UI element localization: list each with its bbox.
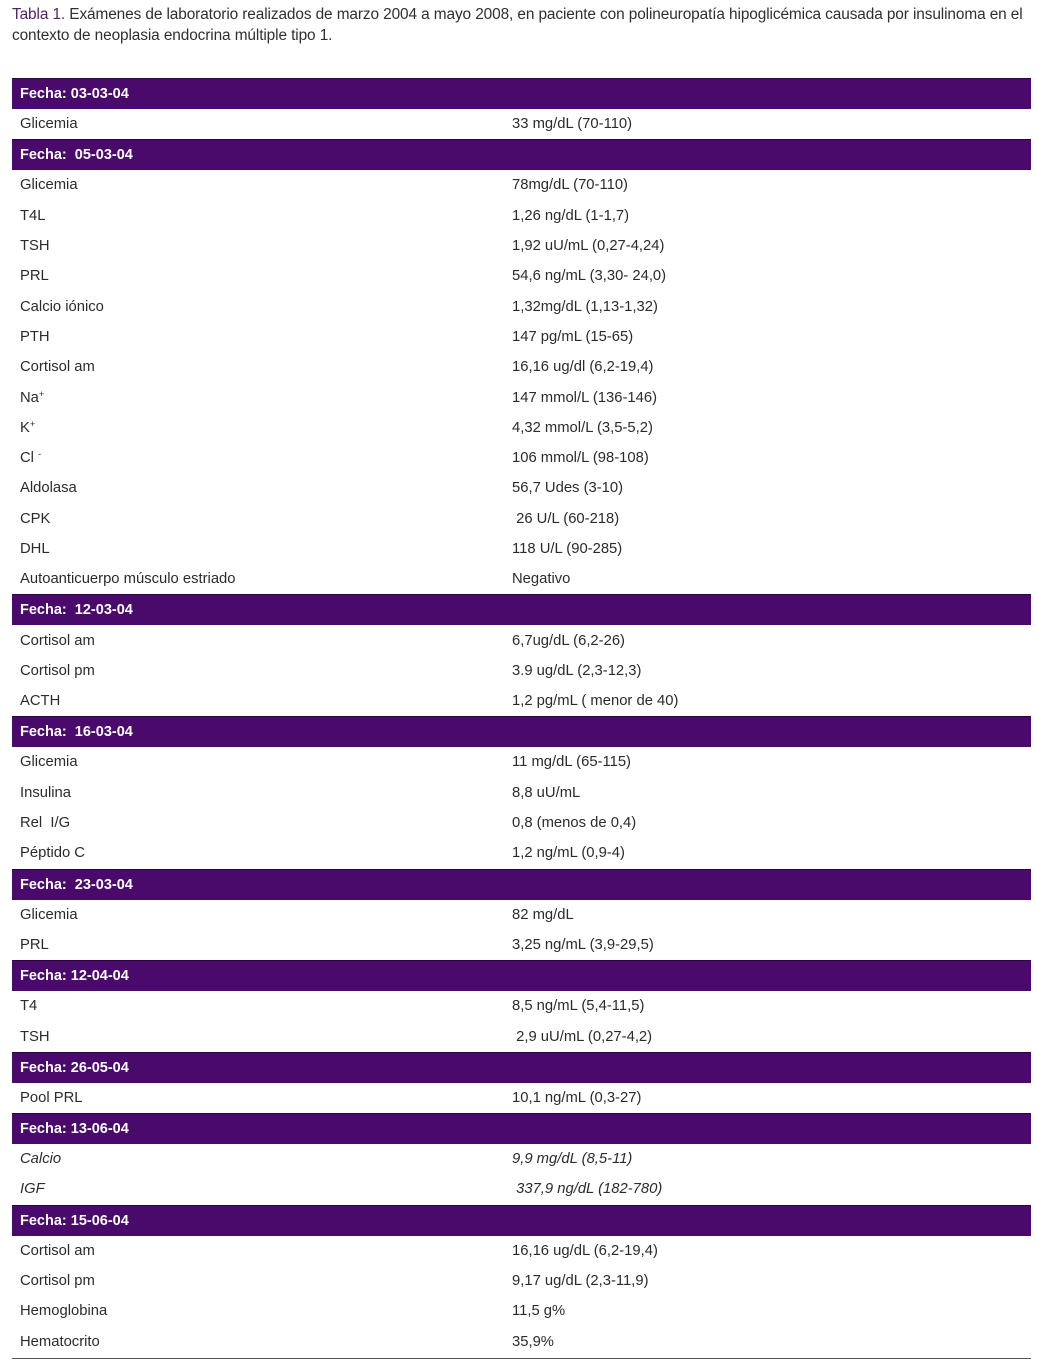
test-name-cell [12, 1181, 512, 1197]
test-name: CPK [20, 510, 51, 527]
ion-charge-superscript: - [38, 449, 42, 460]
test-value-cell: 1,26 ng/dL (1-1,7) [512, 207, 630, 224]
test-name-cell [12, 238, 512, 254]
test-name: PTH [20, 328, 50, 345]
test-value-cell: 106 mmol/L (98-108) [512, 450, 649, 467]
test-name: Cortisol am [20, 359, 95, 376]
test-name-cell [12, 1090, 512, 1106]
test-name-cell [12, 693, 512, 709]
test-name: Cl [20, 450, 39, 467]
table-row [12, 201, 1031, 231]
table-row [12, 413, 1031, 443]
caption-text: Exámenes de laboratorio realizados de marzo 2004 a mayo 2008, en paciente con polineuropatía hipoglicémica causada por insulinoma en el contexto de neoplasia endocrina múltiple tipo 1. [12, 6, 1023, 44]
table-row [12, 747, 1031, 777]
table-row [12, 170, 1031, 200]
test-value-cell: 147 pg/mL (15-65) [512, 328, 634, 345]
test-name-cell [12, 329, 512, 345]
test-name-cell [12, 208, 512, 224]
test-name-cell [12, 1029, 512, 1045]
table-row [12, 1144, 1031, 1174]
test-name: Glicemia [20, 116, 78, 133]
test-name: Cortisol am [20, 632, 95, 649]
section-header-date: Fecha: 15-06-04 [12, 1205, 1031, 1236]
test-name-cell [12, 1243, 512, 1259]
test-name-cell [12, 815, 512, 831]
test-name-cell [12, 754, 512, 770]
test-value-cell: 1,92 uU/mL (0,27-4,24) [512, 238, 665, 255]
table-row [12, 686, 1031, 716]
test-value-cell: 10,1 ng/mL (0,3-27) [512, 1089, 642, 1106]
test-name: Rel I/G [20, 815, 71, 832]
test-name: TSH [20, 238, 50, 255]
caption-label: Tabla 1. [12, 6, 66, 23]
test-value-cell: 2,9 uU/mL (0,27-4,2) [512, 1028, 653, 1045]
test-value-cell: 82 mg/dL [512, 906, 574, 923]
test-name: Insulina [20, 784, 72, 801]
table-row [12, 291, 1031, 321]
test-name-cell [12, 937, 512, 953]
test-value-cell: 33 mg/dL (70-110) [512, 116, 633, 133]
test-name: K [20, 419, 30, 436]
test-value-cell: 9,17 ug/dL (2,3-11,9) [512, 1273, 649, 1290]
test-name-cell [12, 450, 512, 466]
test-name-cell [12, 390, 512, 406]
test-value-cell: 11,5 g% [512, 1303, 566, 1320]
test-value-cell: 16,16 ug/dl (6,2-19,4) [512, 359, 654, 376]
test-name: Glicemia [20, 906, 78, 923]
test-value-cell: 0,8 (menos de 0,4) [512, 815, 637, 832]
test-name-cell [12, 845, 512, 861]
test-value-cell: 8,8 uU/mL [512, 784, 581, 801]
table-row [12, 261, 1031, 291]
test-name-cell [12, 511, 512, 527]
table-row [12, 473, 1031, 503]
table-row [12, 1327, 1031, 1357]
test-value-cell: 6,7ug/dL (6,2-26) [512, 632, 625, 649]
table-row [12, 991, 1031, 1021]
test-name-cell [12, 907, 512, 923]
test-name-cell [12, 571, 512, 587]
test-value-cell: 78mg/dL (70-110) [512, 177, 628, 194]
table-row [12, 504, 1031, 534]
test-value-cell: 1,2 pg/mL ( menor de 40) [512, 693, 679, 710]
test-name-cell [12, 268, 512, 284]
section-header-date: Fecha: 23-03-04 [12, 869, 1031, 900]
table-row [12, 322, 1031, 352]
test-name: Pool PRL [20, 1089, 83, 1106]
test-name: Péptido C [20, 845, 85, 862]
test-name-cell [12, 541, 512, 557]
table-row [12, 1266, 1031, 1296]
test-name: IGF [20, 1181, 45, 1198]
test-value-cell: Negativo [512, 571, 571, 588]
test-value-cell: 3,25 ng/mL (3,9-29,5) [512, 936, 654, 953]
test-name: ACTH [20, 693, 61, 710]
test-name: Cortisol pm [20, 1273, 95, 1290]
section-header-date: Fecha: 05-03-04 [12, 139, 1031, 170]
test-name: PRL [20, 936, 49, 953]
section-header-date: Fecha: 16-03-04 [12, 716, 1031, 747]
table-row [12, 352, 1031, 382]
lab-results-table [12, 78, 1031, 1359]
table-row [12, 382, 1031, 412]
test-name: Aldolasa [20, 480, 77, 497]
test-name-cell [12, 1151, 512, 1167]
table-row [12, 1236, 1031, 1266]
test-name-cell [12, 420, 512, 436]
test-name: Calcio iónico [20, 298, 104, 315]
test-name: TSH [20, 1028, 50, 1045]
test-value-cell: 1,32mg/dL (1,13-1,32) [512, 298, 658, 315]
table-caption [12, 4, 1034, 46]
test-value-cell: 16,16 ug/dL (6,2-19,4) [512, 1242, 658, 1259]
table-row [12, 109, 1031, 139]
test-name: Cortisol pm [20, 662, 95, 679]
section-header-date: Fecha: 13-06-04 [12, 1113, 1031, 1144]
test-value-cell: 4,32 mmol/L (3,5-5,2) [512, 419, 653, 436]
test-value-cell: 1,2 ng/mL (0,9-4) [512, 845, 625, 862]
test-name: Glicemia [20, 177, 78, 194]
table-row [12, 838, 1031, 868]
table-row [12, 1174, 1031, 1204]
test-value-cell: 118 U/L (90-285) [512, 541, 623, 557]
test-name: Hematocrito [20, 1333, 100, 1350]
table-row [12, 778, 1031, 808]
test-value-cell: 35,9% [512, 1333, 554, 1350]
test-name-cell [12, 998, 512, 1014]
test-name-cell [12, 633, 512, 649]
test-name: Hemoglobina [20, 1303, 108, 1320]
test-name: Autoanticuerpo músculo estriado [20, 571, 236, 588]
section-header-date: Fecha: 26-05-04 [12, 1052, 1031, 1083]
test-name-cell [12, 480, 512, 496]
test-value-cell: 337,9 ng/dL (182-780) [512, 1181, 663, 1198]
test-name-cell [12, 116, 512, 132]
test-name-cell [12, 785, 512, 801]
section-header-date: Fecha: 03-03-04 [12, 78, 1031, 109]
test-name-cell [12, 177, 512, 193]
test-value-cell: 56,7 Udes (3-10) [512, 480, 624, 497]
test-name: Na [20, 389, 39, 406]
table-row [12, 231, 1031, 261]
table-row [12, 808, 1031, 838]
table-row [12, 625, 1031, 655]
test-name-cell [12, 359, 512, 375]
table-row [12, 1083, 1031, 1113]
test-value-cell: 54,6 ng/mL (3,30- 24,0) [512, 268, 667, 285]
section-header-date: Fecha: 12-04-04 [12, 960, 1031, 991]
test-value-cell: 9,9 mg/dL (8,5-11) [512, 1151, 633, 1168]
table-row [12, 900, 1031, 930]
test-name-cell [12, 1334, 512, 1350]
test-value-cell: 3.9 ug/dL (2,3-12,3) [512, 662, 642, 679]
test-name: Calcio [20, 1151, 62, 1168]
test-name: Glicemia [20, 754, 78, 771]
test-name: Cortisol am [20, 1242, 95, 1259]
test-name: DHL [20, 541, 50, 557]
ion-charge-superscript: + [38, 388, 45, 399]
test-name-cell [12, 1303, 512, 1319]
table-row [12, 564, 1031, 594]
test-name-cell [12, 663, 512, 679]
ion-charge-superscript: + [29, 418, 36, 429]
test-name: T4 [20, 998, 38, 1015]
table-row [12, 1296, 1031, 1326]
test-value-cell: 26 U/L (60-218) [512, 510, 620, 527]
test-value-cell: 11 mg/dL (65-115) [512, 754, 631, 771]
test-name-cell [12, 1273, 512, 1289]
table-row [12, 930, 1031, 960]
test-name: PRL [20, 268, 49, 285]
table-row [12, 656, 1031, 686]
test-value-cell: 147 mmol/L (136-146) [512, 389, 658, 406]
test-name-cell [12, 299, 512, 315]
table-row [12, 1021, 1031, 1051]
test-name: T4L [20, 207, 46, 224]
table-bottom-rule [12, 1358, 1031, 1359]
table-row [12, 534, 1031, 564]
section-header-date: Fecha: 12-03-04 [12, 594, 1031, 625]
test-value-cell: 8,5 ng/mL (5,4-11,5) [512, 998, 645, 1015]
table-row [12, 443, 1031, 473]
